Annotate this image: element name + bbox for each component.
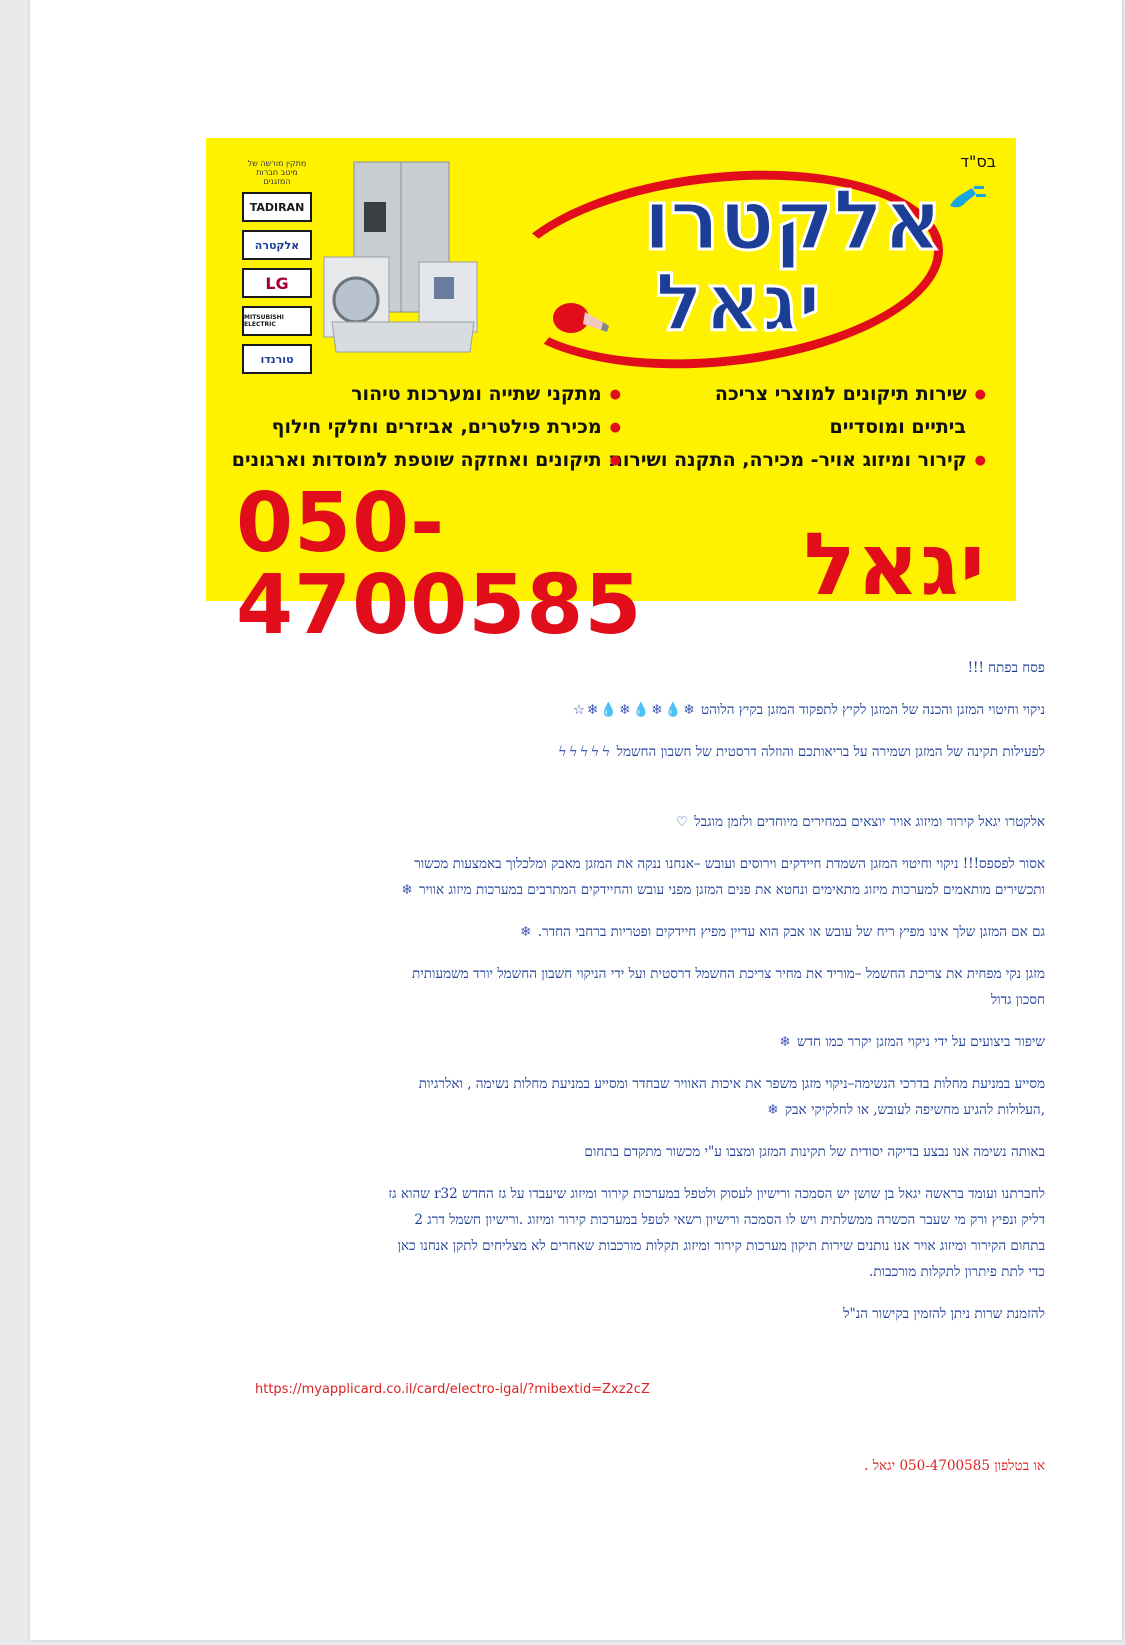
paragraph-company-4: כדי לתת פיתרון לתקלות מורכבות.	[869, 1264, 1045, 1280]
paragraph-company-2: דליק ונפיץ ורק מי שעבר הכשרה ממשלתית ויש לו הסמכה ורישיון רשאי לטפל במערכות קירור ומיזוג .ורישיון חשמל דרג 2	[414, 1212, 1045, 1228]
brand-name-line1: אלקטרו	[642, 171, 941, 269]
paragraph-energy-2: חסכון גדול	[990, 992, 1045, 1008]
lightning-icons: ϟϟϟϟϟ	[557, 744, 613, 760]
paragraph-health-2: ,העלולות להגיע מחשיפה לעובש, או לחלקיקי אבק ❄	[767, 1102, 1045, 1118]
plug-icon	[946, 180, 986, 216]
paragraph-company-1: לחברתנו ועומד בראשה יגאל בן שושן יש הסמכה ורישיון לעסוק ולטפל במערכות קירור ומיזוג שיעבדו על גז החדש r32 שהוא גז	[388, 1186, 1045, 1202]
brand-logo-electra: אלקטרה	[242, 230, 312, 260]
contact-phone-line: או בטלפון 050-4700585 יגאל .	[864, 1458, 1045, 1474]
paragraph-offer: אלקטרו יגאל קירור ומיזוג אויר יוצאים במחירים מיוחדים ולזמן מוגבל ♡	[675, 814, 1045, 830]
ad-text-body	[255, 655, 1045, 1479]
service-item: ● מכירת פילטרים, אביזרים וחלקי חילוף	[231, 411, 621, 444]
appliances-image	[324, 162, 494, 362]
brand-logo-lg: LG	[242, 268, 312, 298]
service-item: ● מתקני שתייה ומערכות טיהור	[231, 378, 621, 411]
service-item: ביתיים ומוסדיים	[829, 416, 966, 438]
brands-note: מתקין מורשה של מיטב חברות המזגנים	[247, 159, 307, 186]
paragraph-dont-miss-1: אסור לפספס!!! ניקוי וחיטוי המזגן השמדת חיידקים וירוסים ועובש –אנחנו ננקה את המזגן מאבק ומלכלוך באמצעות מכשור	[414, 856, 1045, 872]
brand-logo-mitsubishi: MITSUBISHI ELECTRIC	[242, 306, 312, 336]
bsd-mark: בס"ד	[960, 152, 996, 171]
paragraph-company-3: בתחום הקירור ומיזוג אויר אנו נותנים שירות תיקון מערכות קירור ומיזוג תקלות מורכבות שאחרים לא מצליחים לתקן אנחנו כאן	[397, 1238, 1045, 1254]
bulb-icon	[551, 298, 611, 343]
services-list-right	[609, 378, 986, 477]
service-item: ● שירות תיקונים למוצרי צריכה	[626, 378, 986, 411]
paragraph-order: להזמנת שרות ניתן להזמין בקישור הנ"ל	[843, 1306, 1045, 1322]
snowflake-icon: ❄	[779, 1034, 793, 1050]
snowflake-icon: ❄	[767, 1102, 781, 1118]
brands-column	[242, 160, 312, 382]
brand-logo-tornado: טורנדו	[242, 344, 312, 374]
paragraph-bacteria: גם אם המזגן שלך אינו מפיץ ריח של עובש או אבק הוא עדיין מפיץ חיידקים ופטריות ברחבי החדר. ❄	[520, 924, 1045, 940]
document-page	[30, 0, 1122, 1640]
heart-icon: ♡	[675, 814, 690, 830]
brand-name-line2: יגאל	[655, 256, 821, 349]
paragraph-dont-miss-2: ותכשירים מותאמים למערכות מיזוג מתאימים ונחטא את פנים המזגן מפני עובש והחיידקים המתרבים במערכות מיזוג אוויר ❄	[401, 882, 1045, 898]
paragraph-performance: שיפור ביצועים על ידי ניקוי המזגן יקרר כמו חדש ❄	[779, 1034, 1045, 1050]
service-item: ● קירור ומיזוג אויר- מכירה, התקנה ושירות	[626, 444, 986, 477]
banner-phone-name: יגאל	[803, 515, 986, 615]
paragraph-inspection: באותה נשימה אנו נבצע בדיקה יסודית של תקינות המזגן ומצבו ע"י מכשור מתקדם בתחום	[584, 1144, 1045, 1160]
headline: פסח בפתח !!!	[967, 660, 1045, 676]
snowflake-icon: ❄	[401, 882, 415, 898]
business-banner	[206, 138, 1016, 653]
brand-logo-tadiran: TADIRAN	[242, 192, 312, 222]
snowflake-drops-icons: ❄💧❄💧❄💧❄☆	[572, 702, 697, 718]
banner-phone	[236, 476, 986, 653]
order-link[interactable]: https://myapplicard.co.il/card/electro-igal/?mibextid=Zxz2cZ	[255, 1382, 650, 1397]
service-item: ● תיקונים ואחזקה שוטפת למוסדות וארגונים	[231, 444, 621, 477]
paragraph-cleaning: ניקוי וחיטוי המזגן והכנה של המזגן לקיץ לתפקוד המזגן בקיץ הלוהט ❄💧❄💧❄💧❄☆	[572, 702, 1045, 718]
services-list-left	[231, 378, 621, 477]
paragraph-energy-1: מזגן נקי מפחית את צריכת החשמל –מוריד את מחיר צריכת החשמל דרסטית ועל ידי הניקוי חשבון החשמל יורד משמעותית	[412, 966, 1045, 982]
snowflake-icon: ❄	[520, 924, 534, 940]
banner-phone-number: 050-4700585	[236, 476, 643, 653]
paragraph-operation: לפעילות תקינה של המזגן ושמירה על בריאותכם והוזלה דרסטית של חשבון החשמל ϟϟϟϟϟ	[557, 744, 1045, 760]
paragraph-health-1: מסייע במניעת מחלות בדרכי הנשימה–ניקוי מזגן משפר את איכות האוויר שבחדר ומסייע במניעת מחלות נשימה , ואלרגיות	[418, 1076, 1045, 1092]
